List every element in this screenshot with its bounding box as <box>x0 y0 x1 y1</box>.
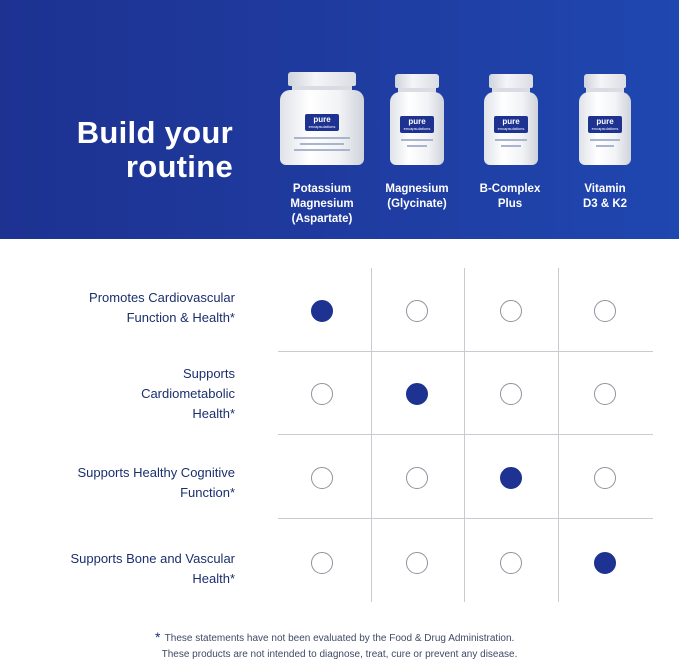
disclaimer-line-2: These products are not intended to diagnose, treat, cure or prevent any disease. <box>161 649 518 660</box>
selected-indicator-dot <box>311 300 333 322</box>
product-name: Vitamin D3 & K2 <box>582 183 628 210</box>
disclaimer <box>0 631 679 663</box>
product-vitamin-d3-k2 <box>555 72 655 232</box>
empty-indicator-dot <box>406 467 428 489</box>
disclaimer-line-1: These statements have not been evaluated by the Food & Drug Administration. <box>164 633 515 644</box>
selected-indicator-dot <box>406 383 428 405</box>
product-name: Potassium Magnesium (Aspartate) <box>290 183 354 225</box>
disclaimer-asterisk: * <box>155 629 161 645</box>
grid-divider <box>464 268 465 602</box>
brand-logo: pure encapsulations <box>494 116 529 133</box>
grid-divider <box>278 434 653 435</box>
benefit-label-cognitive: Supports Healthy Cognitive Function* <box>77 465 235 500</box>
brand-logo: pure encapsulations <box>400 116 435 133</box>
product-name: Magnesium (Glycinate) <box>385 183 449 210</box>
hero-banner <box>0 0 679 239</box>
empty-indicator-dot <box>311 552 333 574</box>
b-complex-plus-bottle-image <box>484 74 538 165</box>
grid-divider <box>371 268 372 602</box>
brand-logo: pure encapsulations <box>305 114 340 131</box>
empty-indicator-dot <box>500 383 522 405</box>
vitamin-d3-k2-bottle-image <box>579 74 631 165</box>
empty-indicator-dot <box>311 467 333 489</box>
grid-divider <box>278 518 653 519</box>
product-b-complex-plus <box>460 72 560 232</box>
headline-line-2: routine <box>125 149 233 184</box>
empty-indicator-dot <box>311 383 333 405</box>
empty-indicator-dot <box>594 300 616 322</box>
brand-logo: pure encapsulations <box>588 116 623 133</box>
grid-divider <box>558 268 559 602</box>
empty-indicator-dot <box>594 383 616 405</box>
headline-line-1: Build your <box>76 115 233 150</box>
grid-divider <box>278 351 653 352</box>
benefit-label-cardiometabolic: Supports Cardiometabolic Health* <box>141 366 235 421</box>
benefit-label-cardiovascular: Promotes Cardiovascular Function & Health* <box>89 290 235 325</box>
benefit-label-bone-vascular: Supports Bone and Vascular Health* <box>70 551 235 586</box>
product-potassium-magnesium <box>272 72 372 232</box>
headline <box>77 116 233 184</box>
empty-indicator-dot <box>500 300 522 322</box>
selected-indicator-dot <box>500 467 522 489</box>
empty-indicator-dot <box>406 552 428 574</box>
potassium-magnesium-bottle-image <box>280 72 364 165</box>
product-magnesium-glycinate <box>367 72 467 232</box>
empty-indicator-dot <box>594 467 616 489</box>
empty-indicator-dot <box>500 552 522 574</box>
selected-indicator-dot <box>594 552 616 574</box>
magnesium-glycinate-bottle-image <box>390 74 444 165</box>
product-name: B-Complex Plus <box>479 183 541 210</box>
empty-indicator-dot <box>406 300 428 322</box>
